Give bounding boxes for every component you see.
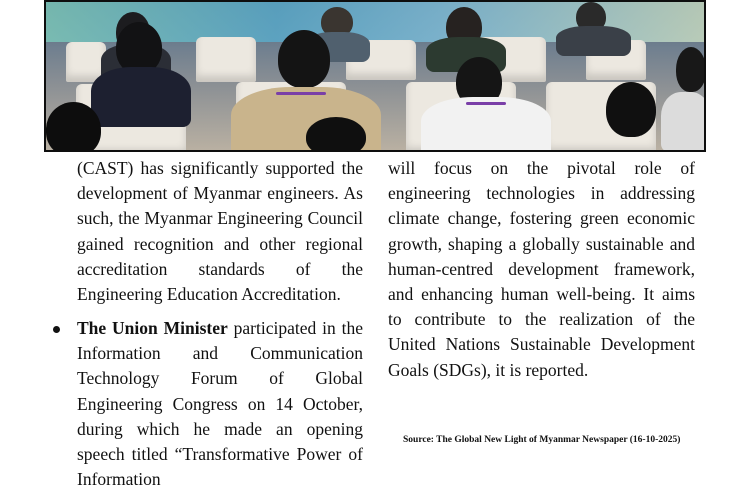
attendee-body bbox=[91, 67, 191, 127]
attendee-body bbox=[421, 97, 551, 152]
bullet-body: participated in the Information and Communication Technology Forum of Global Engineering Congress on 14 October, during which he made an opening speech titled “Transformative Power of Information bbox=[77, 318, 363, 490]
left-paragraph: (CAST) has significantly supported the development of Myanmar engineers. As such, the Myanmar Engineering Council gained recognition and other regional accreditation standards of the Engineering Education Accreditation. bbox=[77, 158, 363, 305]
attendee-head bbox=[306, 117, 366, 152]
bullet-dot-icon bbox=[53, 326, 60, 333]
left-column bbox=[77, 156, 363, 307]
attendee-body bbox=[661, 92, 706, 152]
lanyard bbox=[276, 92, 326, 95]
source-credit: Source: The Global New Light of Myanmar Newspaper (16-10-2025) bbox=[403, 435, 681, 445]
attendee-head bbox=[676, 47, 706, 92]
attendee-head bbox=[46, 102, 101, 152]
attendee-head bbox=[606, 82, 656, 137]
right-paragraph: will focus on the pivotal role of engineering technologies in addressing climate change, fostering green economic growth, shaping a globally sustainable and human-centred development framework, and enhancing human well-being. It aims to contribute to the realization of the United Nations Sustainable Development Goals (SDGs), it is reported. bbox=[388, 158, 695, 380]
lanyard bbox=[466, 102, 506, 105]
right-column bbox=[388, 156, 695, 383]
chair bbox=[196, 37, 256, 82]
attendee-head bbox=[278, 30, 330, 88]
bullet-text bbox=[77, 316, 363, 492]
attendee-body bbox=[556, 26, 631, 56]
conference-photo bbox=[44, 0, 706, 152]
bullet-lead: The Union Minister bbox=[77, 318, 228, 338]
